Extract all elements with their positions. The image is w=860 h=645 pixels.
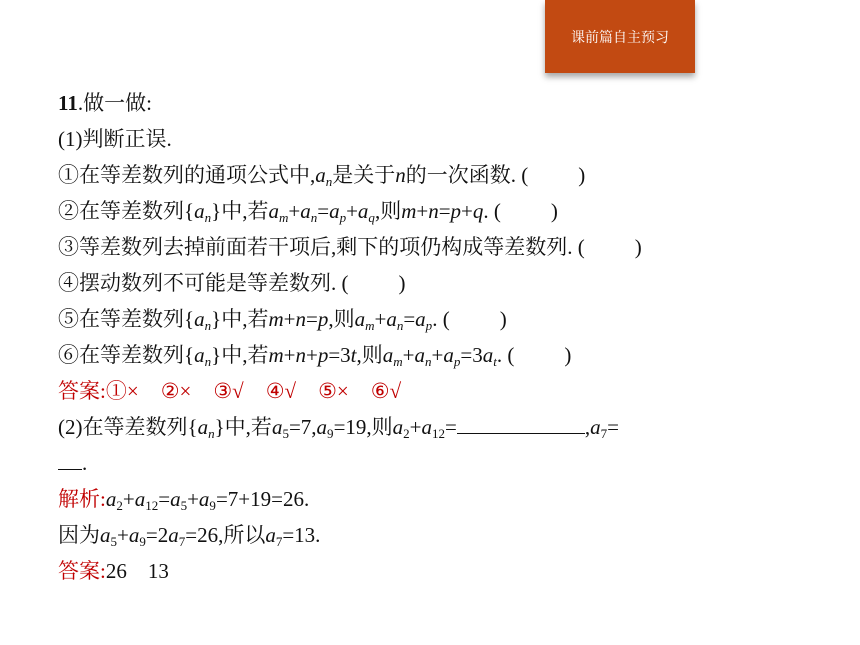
- statement-4: ④摆动数列不可能是等差数列. ( ): [58, 271, 406, 295]
- analysis-label: 解析:: [58, 487, 106, 511]
- answer-label-2: 答案:: [58, 559, 106, 583]
- part1-label: (1)判断正误.: [58, 127, 172, 151]
- analysis-line-2: 因为$a_5+a_9=2a_7=26$,所以$a_7=13$.: [58, 523, 321, 550]
- statement-2: ②在等差数列$\{a_n\}$中,若$a_m+a_n=a_p+a_q$,则m+n=p+q. ( ): [58, 199, 558, 226]
- statement-6: ⑥在等差数列$\{a_n\}$中,若m+n+p=3t,则$a_m+a_n+a_p=3a_t$. ( ): [58, 343, 572, 370]
- answer-label: 答案:: [58, 379, 106, 403]
- statement-3: ③等差数列去掉前面若干项后,剩下的项仍构成等差数列. ( ): [58, 235, 642, 259]
- part2-question: (2)在等差数列$\{a_n\}$中,若$a_5=7,a_9=19$,则$a_2+a_{12}= ,a_7=$: [58, 415, 619, 442]
- answer-blank-2: [58, 451, 82, 470]
- analysis-line-1: 解析$:a_2+a_{12}=a_5+a_9=7+19=26$.: [58, 487, 310, 514]
- problem-title: 11.做一做:: [58, 91, 152, 115]
- section-tab-label: 课前篇自主预习: [571, 29, 669, 46]
- answer-1: 答案:①× ②× ③√ ④√ ⑤× ⑥√: [58, 379, 402, 403]
- statement-1: ①在等差数列的通项公式中$,a_n$是关于n的一次函数. ( ): [58, 163, 586, 190]
- part2-question-cont: .: [58, 448, 87, 478]
- problem-number: 11: [58, 91, 78, 115]
- statement-5: ⑤在等差数列$\{a_n\}$中,若m+n=p,则$a_m+a_n=a_p$. ( ): [58, 307, 507, 334]
- answer-blank-1: [457, 415, 585, 434]
- section-tab: [545, 0, 695, 73]
- answer-2: 答案:26 13: [58, 559, 169, 583]
